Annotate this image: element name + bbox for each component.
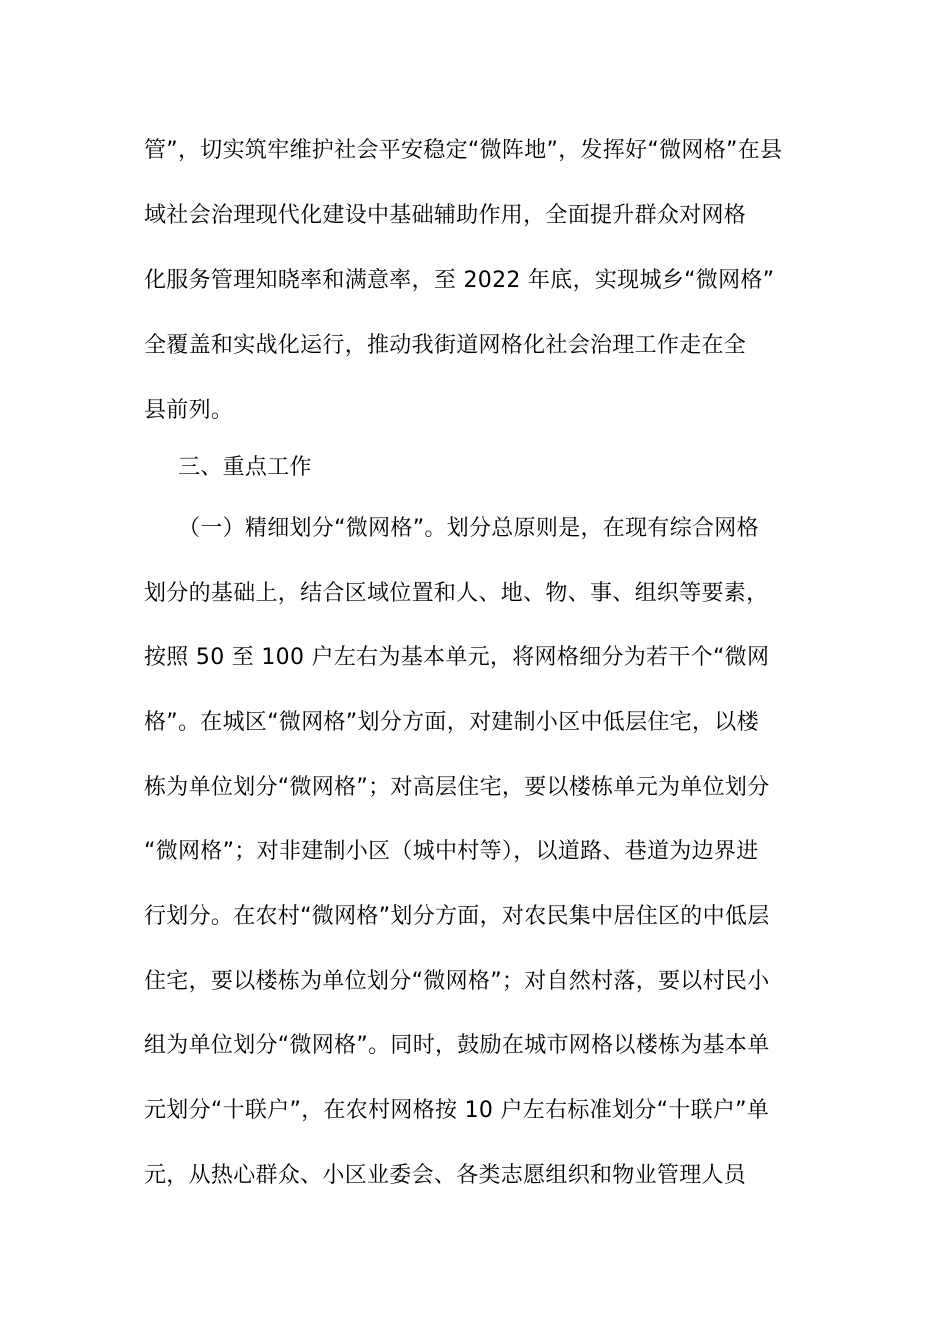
paragraph-line: 域社会治理现代化建设中基础辅助作用，全面提升群众对网格 — [144, 203, 747, 228]
section-heading: 三、重点工作 — [178, 455, 312, 480]
paragraph-line: 全覆盖和实战化运行，推动我街道网格化社会治理工作走在全 — [144, 333, 747, 358]
subsection-heading-line: （一）精细划分“微网格”。划分总原则是，在现有综合网格 — [178, 516, 759, 541]
paragraph-line: 组为单位划分“微网格”。同时，鼓励在城市网格以楼栋为基本单 — [144, 1033, 770, 1058]
paragraph-line: 管”，切实筑牢维护社会平安稳定“微阵地”，发挥好“微网格”在县 — [144, 138, 783, 163]
paragraph-line: 行划分。在农村“微网格”划分方面，对农民集中居住区的中低层 — [144, 904, 770, 929]
paragraph-line: “微网格”；对非建制小区（城中村等），以道路、巷道为边界进 — [144, 839, 759, 864]
paragraph-line: 元划分“十联户”，在农村网格按 10 户左右标准划分“十联户”单 — [144, 1098, 770, 1123]
paragraph-line: 划分的基础上，结合区域位置和人、地、物、事、组织等要素， — [144, 581, 769, 606]
paragraph-line: 元，从热心群众、小区业委会、各类志愿组织和物业管理人员 — [144, 1163, 747, 1188]
paragraph-line: 栋为单位划分“微网格”；对高层住宅，要以楼栋单元为单位划分 — [144, 775, 770, 800]
paragraph-line: 化服务管理知晓率和满意率，至 2022 年底，实现城乡“微网格” — [144, 268, 775, 293]
paragraph-line: 格”。在城区“微网格”划分方面，对建制小区中低层住宅，以楼 — [144, 710, 759, 735]
paragraph-line: 县前列。 — [144, 398, 234, 423]
paragraph-line: 住宅，要以楼栋为单位划分“微网格”；对自然村落，要以村民小 — [144, 969, 770, 994]
paragraph-line: 按照 50 至 100 户左右为基本单元，将网格细分为若干个“微网 — [144, 645, 770, 670]
